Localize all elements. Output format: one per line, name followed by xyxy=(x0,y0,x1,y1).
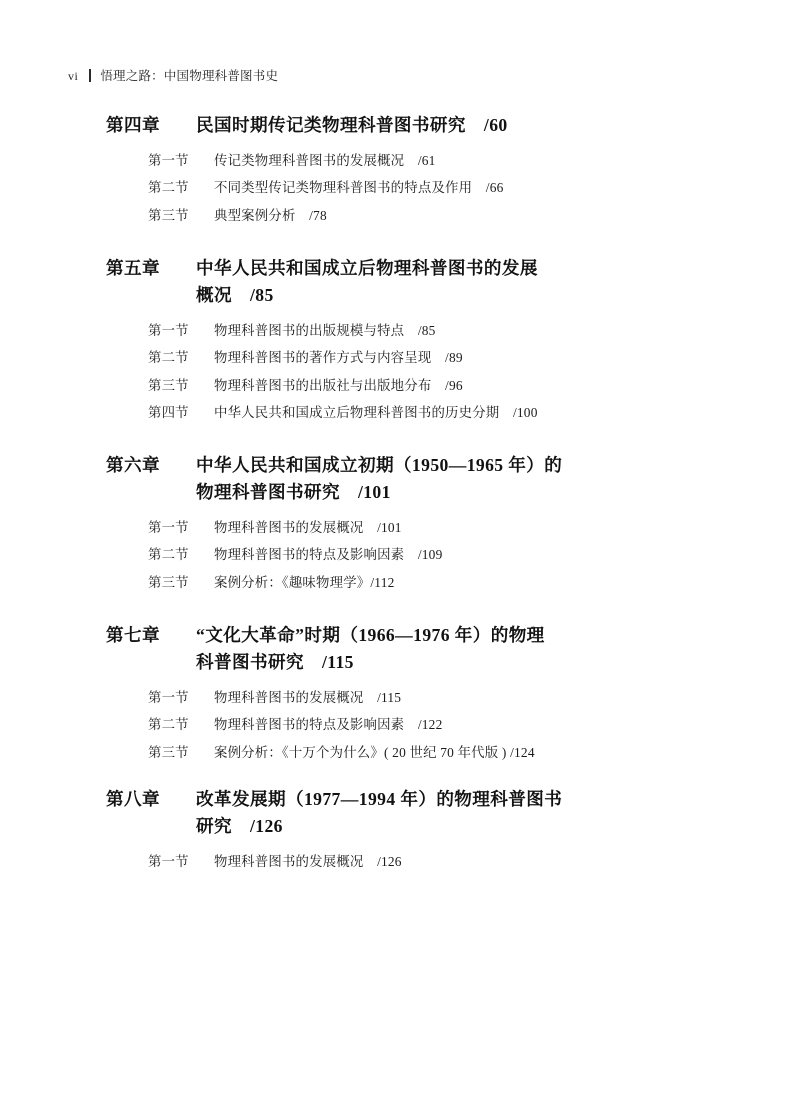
section-title: 案例分析：《趣味物理学》/112 xyxy=(214,574,395,590)
section-title: 物理科普图书的发展概况 /101 xyxy=(214,519,402,535)
toc-section[interactable] xyxy=(0,317,800,344)
section-title: 物理科普图书的发展概况 /115 xyxy=(214,689,402,705)
section-number: 第二节 xyxy=(148,547,189,563)
spacer xyxy=(0,766,800,786)
toc-section[interactable] xyxy=(0,174,800,201)
chapter-title: 民国时期传记类物理科普图书研究 /60 xyxy=(196,115,508,135)
toc-chapter xyxy=(0,255,800,426)
chapter-sections xyxy=(0,317,800,427)
section-number: 第四节 xyxy=(148,405,189,421)
chapter-sections xyxy=(0,147,800,229)
section-title: 典型案例分析 /78 xyxy=(214,207,327,223)
section-title: 物理科普图书的特点及影响因素 /109 xyxy=(214,547,443,563)
chapter-heading[interactable] xyxy=(0,622,800,649)
chapter-heading[interactable] xyxy=(0,112,800,139)
chapter-title-continuation: 物理科普图书研究 /101 xyxy=(196,482,391,503)
running-head-divider xyxy=(89,69,91,82)
section-number: 第一节 xyxy=(148,519,189,535)
chapter-title-continuation: 研究 /126 xyxy=(196,815,283,836)
section-title: 物理科普图书的出版社与出版地分布 /96 xyxy=(214,377,463,393)
section-number: 第三节 xyxy=(148,377,189,393)
chapter-title: 中华人民共和国成立后物理科普图书的发展 xyxy=(196,258,538,279)
toc-section[interactable] xyxy=(0,711,800,738)
toc-section[interactable] xyxy=(0,684,800,711)
section-title: 物理科普图书的出版规模与特点 /85 xyxy=(214,322,436,338)
toc-chapter xyxy=(0,112,800,229)
chapter-number: 第四章 xyxy=(106,115,160,135)
section-number: 第一节 xyxy=(148,853,189,869)
toc-chapter xyxy=(0,622,800,766)
chapter-title-continuation: 科普图书研究 /115 xyxy=(196,652,354,673)
spacer xyxy=(0,596,800,622)
toc-section[interactable] xyxy=(0,372,800,399)
chapter-title: “文化大革命”时期（1966—1976 年）的物理 xyxy=(196,625,545,646)
chapter-title: 中华人民共和国成立初期（1950—1965 年）的 xyxy=(196,455,563,476)
toc-section[interactable] xyxy=(0,147,800,174)
section-number: 第三节 xyxy=(148,207,189,223)
section-number: 第一节 xyxy=(148,152,189,168)
toc-section[interactable] xyxy=(0,399,800,426)
chapter-heading[interactable] xyxy=(0,452,800,479)
chapter-number: 第七章 xyxy=(106,625,160,646)
chapter-sections xyxy=(0,848,800,875)
section-number: 第二节 xyxy=(148,717,189,733)
chapter-number: 第六章 xyxy=(106,455,160,476)
toc-chapter xyxy=(0,786,800,875)
section-number: 第一节 xyxy=(148,322,189,338)
toc-chapter xyxy=(0,452,800,596)
section-title: 物理科普图书的著作方式与内容呈现 /89 xyxy=(214,350,463,366)
page-folio: vi xyxy=(68,69,79,83)
section-title: 物理科普图书的发展概况 /126 xyxy=(214,853,402,869)
spacer xyxy=(0,229,800,255)
chapter-number: 第五章 xyxy=(106,258,160,279)
toc-section[interactable] xyxy=(0,848,800,875)
chapter-title: 改革发展期（1977—1994 年）的物理科普图书 xyxy=(196,789,563,810)
toc-section[interactable] xyxy=(0,541,800,568)
toc-section[interactable] xyxy=(0,514,800,541)
section-number: 第三节 xyxy=(148,574,189,590)
section-number: 第三节 xyxy=(148,744,189,760)
section-title: 中华人民共和国成立后物理科普图书的历史分期 /100 xyxy=(214,405,538,421)
chapter-number: 第八章 xyxy=(106,789,160,810)
section-number: 第一节 xyxy=(148,689,189,705)
running-head xyxy=(68,66,278,84)
toc-section[interactable] xyxy=(0,739,800,766)
chapter-title-continuation: 概况 /85 xyxy=(196,284,274,305)
chapter-sections xyxy=(0,684,800,766)
section-title: 不同类型传记类物理科普图书的特点及作用 /66 xyxy=(214,180,504,196)
table-of-contents xyxy=(0,112,800,875)
section-title: 案例分析：《十万个为什么》( 20 世纪 70 年代版 ) /124 xyxy=(214,744,535,760)
section-title: 物理科普图书的特点及影响因素 /122 xyxy=(214,717,443,733)
section-number: 第二节 xyxy=(148,180,189,196)
toc-section[interactable] xyxy=(0,202,800,229)
spacer xyxy=(0,426,800,452)
section-title: 传记类物理科普图书的发展概况 /61 xyxy=(214,152,436,168)
chapter-heading[interactable] xyxy=(0,255,800,282)
section-number: 第二节 xyxy=(148,350,189,366)
chapter-sections xyxy=(0,514,800,596)
running-head-title: 悟理之路：中国物理科普图书史 xyxy=(100,69,279,83)
toc-section[interactable] xyxy=(0,344,800,371)
toc-section[interactable] xyxy=(0,569,800,596)
chapter-heading[interactable] xyxy=(0,786,800,813)
